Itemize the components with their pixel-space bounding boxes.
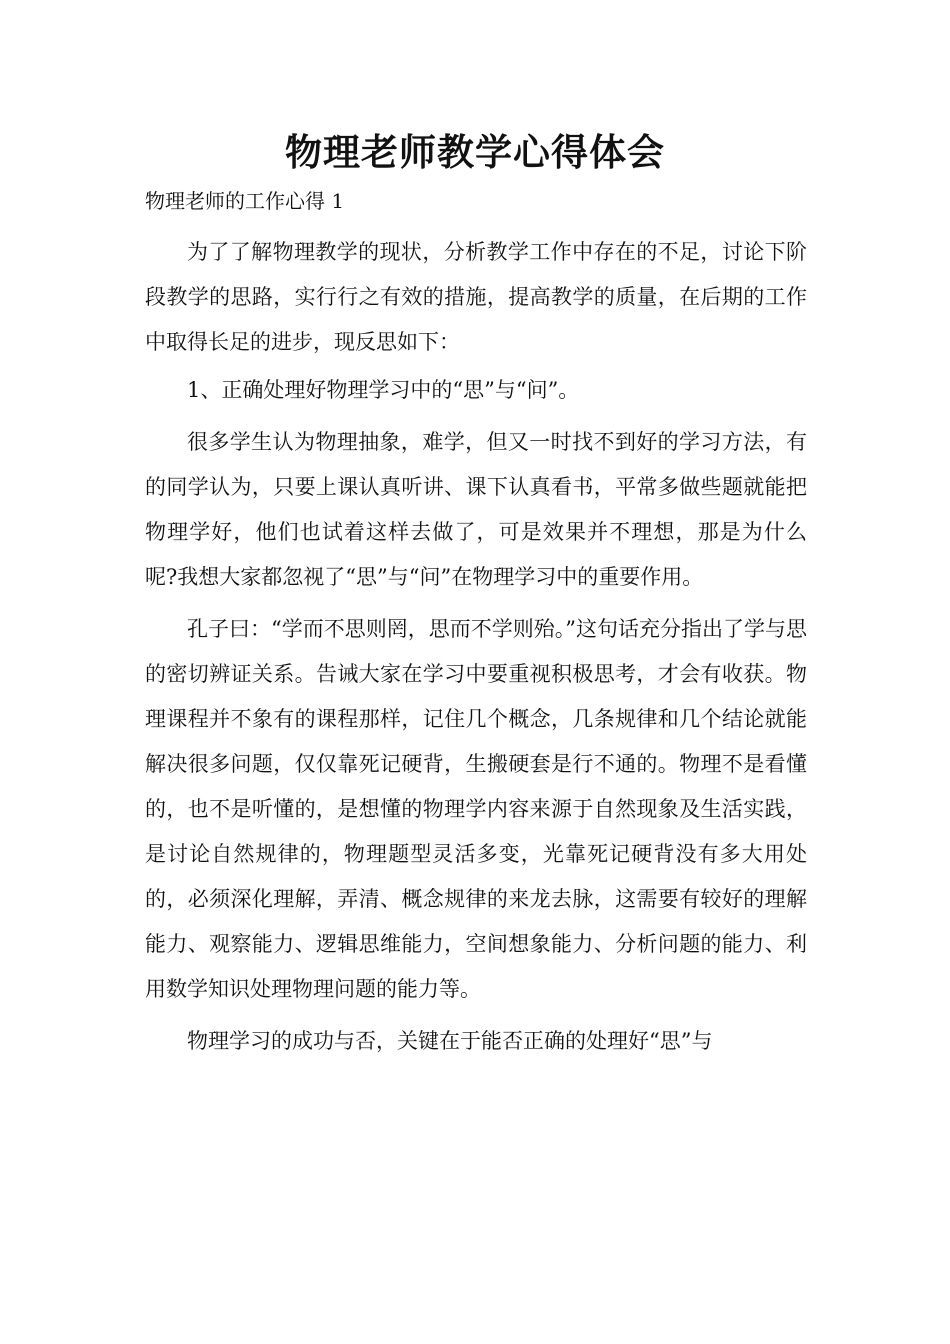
paragraph-intro: 为了了解物理教学的现状，分析教学工作中存在的不足，讨论下阶段教学的思路，实行行之有效的措施，提高教学的质量，在后期的工作中取得长足的进步，现反思如下： — [145, 240, 807, 354]
document-body — [145, 230, 807, 1064]
paragraph-success-key: 物理学习的成功与否，关键在于能否正确的处理好“思”与 — [187, 1029, 713, 1053]
paragraph-point-1: 1、正确处理好物理学习中的“思”与“问”。 — [187, 378, 580, 402]
paragraph-confucius: 孔子曰：“学而不思则罔，思而不学则殆。”这句话充分指出了学与思的密切辨证关系。告诫大家在学习中要重视积极思考，才会有收获。物理课程并不象有的课程那样，记住几个概念，几条规律和几个结论就能解决很多问题，仅仅靠死记硬背，生搬硬套是行不通的。物理不是看懂的，也不是听懂的，是想懂的物理学内容来源于自然现象及生活实践，是讨论自然规律的，物理题型灵活多变，光靠死记硬背没有多大用处的，必须深化理解，弄清、概念规律的来龙去脉，这需要有较好的理解能力、观察能力、逻辑思维能力，空间想象能力、分析问题的能力、利用数学知识处理物理问题的能力等。 — [145, 617, 807, 1001]
document-subtitle: 物理老师的工作心得 1 — [145, 189, 345, 213]
document-title: 物理老师教学心得体会 — [285, 130, 665, 174]
paragraph-students-view: 很多学生认为物理抽象，难学，但又一时找不到好的学习方法，有的同学认为，只要上课认真听讲、课下认真看书，平常多做些题就能把物理学好，他们也试着这样去做了，可是效果并不理想，那是为什么呢?我想大家都忽视了“思”与“问”在物理学习中的重要作用。 — [145, 430, 807, 589]
